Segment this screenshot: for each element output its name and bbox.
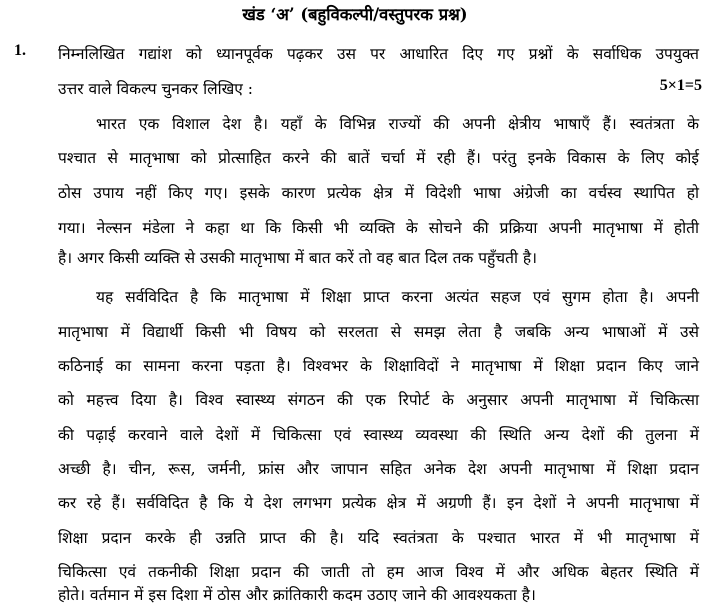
passage-line: है। अगर किसी व्यक्ति से उसकी मातृभाषा में बात करें तो वह बात दिल तक पहुँचती है। — [58, 249, 538, 267]
section-heading: खंड ‘अ’ (बहुविकल्पी/वस्तुपरक प्रश्न) — [242, 5, 468, 24]
passage-line: चिकित्सा एवं तकनीकी शिक्षा प्रदान की जाती तो हम आज विश्व में और अधिक बेहतर स्थिति में — [58, 563, 699, 581]
passage-line: भारत एक विशाल देश है। यहाँ के विभिन्न राज्यों की अपनी क्षेत्रीय भाषाएँ हैं। स्वतंत्रता के — [96, 115, 699, 133]
passage-line: पश्चात से मातृभाषा को प्रोत्साहित करने की बातें चर्चा में रही हैं। परंतु इनके विकास के लिए कोई — [58, 149, 699, 167]
instruction-line: निम्नलिखित गद्यांश को ध्यानपूर्वक पढ़कर उस पर आधारित दिए गए प्रश्नों के सर्वाधिक उपयुक्त — [58, 45, 699, 63]
passage-line: यह सर्वविदित है कि मातृभाषा में शिक्षा प्राप्त करना अत्यंत सहज एवं सुगम होता है। अपनी — [96, 288, 699, 306]
passage-line: गया। नेल्सन मंडेला ने कहा था कि किसी भी व्यक्ति के सोचने की प्रक्रिया अपनी मातृभाषा में होती — [58, 219, 699, 237]
passage-line: मातृभाषा में विद्यार्थी किसी भी विषय को सरलता से समझ लेता है जबकि अन्य भाषाओं में उसे — [58, 323, 699, 341]
passage-line: कर रहे हैं। सर्वविदित है कि ये देश लगभग प्रत्येक क्षेत्र में अग्रणी हैं। इन देशों ने अपनी मातृभाषा में — [58, 494, 699, 512]
passage-line: होते। वर्तमान में इस दिशा में ठोस और क्रांतिकारी कदम उठाए जाने की आवश्यकता है। — [58, 586, 536, 604]
passage-line: ठोस उपाय नहीं किए गए। इसके कारण प्रत्येक क्षेत्र में विदेशी भाषा अंग्रेजी का वर्चस्व स्थापित हो — [58, 184, 699, 202]
question-number: 1. — [14, 42, 26, 59]
passage-line: की पढ़ाई करवाने वाले देशों में चिकित्सा एवं स्वास्थ्य व्यवस्था की स्थिति अन्य देशों की तुलना में — [58, 426, 699, 444]
passage-line: शिक्षा प्रदान करके ही उन्नति प्राप्त की है। यदि स्वतंत्रता के पश्चात भारत में भी मातृभाषा में — [58, 529, 699, 547]
instruction-line: उत्तर वाले विकल्प चुनकर लिखिए : — [58, 80, 254, 98]
passage-line: अच्छी है। चीन, रूस, जर्मनी, फ्रांस और जापान सहित अनेक देश अपनी मातृभाषा में शिक्षा प्रदान — [58, 460, 699, 478]
passage-line: कठिनाई का सामना करना पड़ता है। विश्वभर के शिक्षाविदों ने मातृभाषा में शिक्षा प्रदान किए जाने — [58, 357, 699, 375]
marks-label: 5×1=5 — [659, 77, 702, 94]
passage-line: को महत्त्व दिया है। विश्व स्वास्थ्य संगठन की एक रिपोर्ट के अनुसार अपनी मातृभाषा में चिकित्सा — [58, 391, 699, 409]
